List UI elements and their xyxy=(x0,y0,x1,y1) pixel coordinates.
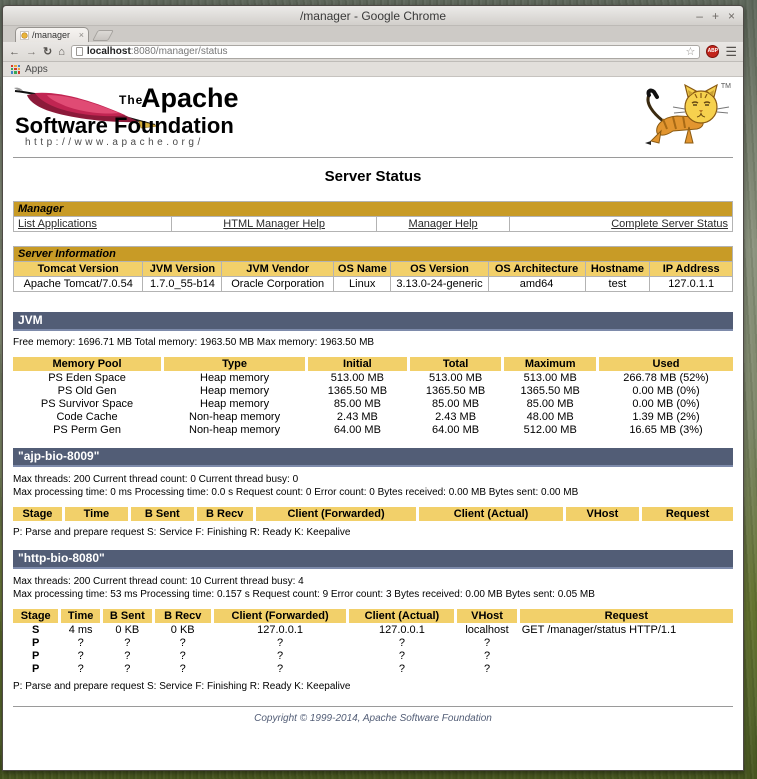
logo-apache-text: Apache xyxy=(141,83,239,113)
column-header: Client (Forwarded) xyxy=(256,507,417,521)
logo-software-foundation-text: Software Foundation xyxy=(15,113,234,138)
cell: 513.00 MB xyxy=(523,371,577,384)
window-controls xyxy=(696,8,735,24)
close-icon[interactable]: × xyxy=(727,9,735,23)
tab-label: /manager xyxy=(32,30,71,40)
http-connector-header: "http-bio-8080" xyxy=(13,550,733,569)
bookmarks-bar xyxy=(3,62,743,77)
cell: ? xyxy=(277,649,284,662)
column-header: OS Name xyxy=(333,262,391,277)
cell: 1365.50 MB xyxy=(327,384,388,397)
trademark-text: TM xyxy=(720,83,731,90)
footer-divider xyxy=(13,706,733,707)
os-name-value: Linux xyxy=(333,277,391,292)
cell: 127.0.0.1 xyxy=(378,623,425,636)
cell: 127.0.0.1 xyxy=(257,623,304,636)
cell: 85.00 MB xyxy=(333,397,381,410)
column-header: Type xyxy=(164,357,305,371)
cell: ? xyxy=(277,662,284,675)
stage-cell: P xyxy=(32,662,40,675)
apache-logo xyxy=(13,83,263,151)
logo-the-text: The xyxy=(119,93,144,107)
cell: 85.00 MB xyxy=(526,397,574,410)
column-header: JVM Version xyxy=(143,262,222,277)
forward-icon[interactable]: → xyxy=(26,45,37,58)
cell: ? xyxy=(179,662,186,675)
memory-pool-row xyxy=(13,397,733,410)
home-icon[interactable]: ⌂ xyxy=(58,45,65,58)
cell: 48.00 MB xyxy=(526,410,574,423)
cell: Non-heap memory xyxy=(189,410,281,423)
cell: ? xyxy=(179,649,186,662)
cell: 0 KB xyxy=(115,623,140,636)
jvm-section-header: JVM xyxy=(13,312,733,331)
cell: Heap memory xyxy=(200,371,270,384)
cell: ? xyxy=(124,662,131,675)
cell: 64.00 MB xyxy=(432,423,480,436)
ajp-processing-line: Max processing time: 0 ms Processing time: 0.0 s Request count: 0 Error count: 0 Bytes received: 0.00 MB Bytes sent: 0.00 MB xyxy=(13,487,579,498)
cell: ? xyxy=(179,636,186,649)
cell: ? xyxy=(277,636,284,649)
reload-icon[interactable]: ↻ xyxy=(43,45,53,58)
request-row xyxy=(13,623,733,636)
cell: 513.00 MB xyxy=(330,371,384,384)
ip-address-value: 127.0.1.1 xyxy=(650,277,733,292)
maximize-icon[interactable]: + xyxy=(711,9,719,23)
ajp-stage-legend: P: Parse and prepare request S: Service F: Finishing R: Ready K: Keepalive xyxy=(13,527,351,538)
link-complete-server-status[interactable]: Complete Server Status xyxy=(611,218,728,230)
cell: PS Perm Gen xyxy=(53,423,121,436)
link-manager-help[interactable]: Manager Help xyxy=(408,218,478,230)
column-header: Client (Actual) xyxy=(349,609,454,623)
column-header: Client (Forwarded) xyxy=(214,609,347,623)
column-header: Memory Pool xyxy=(13,357,161,371)
browser-window xyxy=(2,5,744,771)
cell: ? xyxy=(77,649,84,662)
column-header: Stage xyxy=(13,507,62,521)
ajp-connector-header: "ajp-bio-8009" xyxy=(13,448,733,467)
jvm-version-value: 1.7.0_55-b14 xyxy=(143,277,222,292)
copyright-text: Copyright © 1999-2014, Apache Software Foundation xyxy=(254,713,492,724)
cell: 266.78 MB (52%) xyxy=(623,371,709,384)
cell: 2.43 MB xyxy=(336,410,378,423)
column-header: Initial xyxy=(308,357,407,371)
logo-url-text: http://www.apache.org/ xyxy=(25,137,204,148)
window-title: /manager - Google Chrome xyxy=(299,9,447,23)
http-header-row xyxy=(13,609,733,623)
column-header: VHost xyxy=(566,507,639,521)
title-bar[interactable] xyxy=(3,6,743,26)
http-threads-line: Max threads: 200 Current thread count: 10 Current thread busy: 4 xyxy=(13,576,304,587)
apps-bookmark[interactable]: Apps xyxy=(25,63,48,75)
menu-icon[interactable]: ☰ xyxy=(725,44,737,59)
cell: 512.00 MB xyxy=(523,423,577,436)
cell: ? xyxy=(77,636,84,649)
column-header: B Recv xyxy=(155,609,211,623)
http-stage-legend: P: Parse and prepare request S: Service F: Finishing R: Ready K: Keepalive xyxy=(13,681,351,692)
column-header: OS Architecture xyxy=(488,262,585,277)
cell: ? xyxy=(483,636,491,649)
column-header: Time xyxy=(61,609,99,623)
navigation-toolbar xyxy=(3,42,743,62)
cell: 1365.50 MB xyxy=(425,384,486,397)
link-list-applications[interactable]: List Applications xyxy=(18,218,97,230)
memory-pool-row xyxy=(13,371,733,384)
memory-pool-row xyxy=(13,423,733,436)
url-host: localhost xyxy=(86,46,131,57)
stage-cell: P xyxy=(32,649,40,662)
page-title: Server Status xyxy=(324,168,422,185)
request-row xyxy=(13,649,733,662)
cell: ? xyxy=(124,636,131,649)
cell: ? xyxy=(398,662,405,675)
column-header: VHost xyxy=(457,609,516,623)
column-header: Client (Actual) xyxy=(419,507,562,521)
stage-cell: P xyxy=(32,636,40,649)
column-header: Total xyxy=(410,357,502,371)
cell: PS Survivor Space xyxy=(40,397,134,410)
column-header: Request xyxy=(520,609,733,623)
memory-pool-row xyxy=(13,410,733,423)
cell: ? xyxy=(483,649,491,662)
jvm-vendor-value: Oracle Corporation xyxy=(222,277,333,292)
cell: 16.65 MB (3%) xyxy=(629,423,703,436)
cell: 4 ms xyxy=(68,623,93,636)
manager-table xyxy=(13,201,733,232)
tab-strip xyxy=(3,26,743,42)
tomcat-version-value: Apache Tomcat/7.0.54 xyxy=(14,277,143,292)
column-header: JVM Vendor xyxy=(222,262,333,277)
column-header: IP Address xyxy=(650,262,733,277)
request-row xyxy=(13,662,733,675)
column-header: Hostname xyxy=(585,262,650,277)
manager-links-row xyxy=(14,217,733,232)
request-cell xyxy=(520,649,733,662)
adblock-extension-icon[interactable]: ABP xyxy=(706,45,719,58)
cell: ? xyxy=(483,662,491,675)
bookmark-star-icon[interactable]: ☆ xyxy=(685,45,696,58)
tab-manager[interactable] xyxy=(15,27,89,42)
apps-grid-icon xyxy=(11,65,20,74)
memory-pool-row xyxy=(13,384,733,397)
column-header: Request xyxy=(642,507,733,521)
os-arch-value: amd64 xyxy=(488,277,585,292)
column-header: Maximum xyxy=(504,357,596,371)
cell: Heap memory xyxy=(200,397,270,410)
tomcat-logo xyxy=(633,83,733,151)
server-info-value-row xyxy=(14,277,733,292)
column-header: Time xyxy=(65,507,128,521)
url-input[interactable] xyxy=(71,45,700,59)
cell: ? xyxy=(398,636,405,649)
http-processing-line: Max processing time: 53 ms Processing time: 0.157 s Request count: 9 Error count: 3 Bytes received: 0.00 MB Bytes sent: 0.05 MB xyxy=(13,589,595,600)
server-info-header-row xyxy=(14,262,733,277)
column-header: B Sent xyxy=(131,507,194,521)
logo-header xyxy=(13,83,733,153)
ajp-threads-line: Max threads: 200 Current thread count: 0 Current thread busy: 0 xyxy=(13,474,299,485)
cell: 0.00 MB (0%) xyxy=(632,397,700,410)
column-header: Stage xyxy=(13,609,58,623)
server-information-title: Server Information xyxy=(14,247,733,262)
cell: PS Old Gen xyxy=(57,384,117,397)
new-tab-button[interactable] xyxy=(92,30,114,41)
cell: 0.00 MB (0%) xyxy=(632,384,700,397)
page-content xyxy=(3,77,743,770)
ajp-request-table xyxy=(10,507,736,521)
ajp-header-row xyxy=(13,507,733,521)
memory-pool-table xyxy=(10,357,736,436)
column-header: B Recv xyxy=(197,507,253,521)
url-path: :8080/manager/status xyxy=(130,46,228,57)
cell: PS Eden Space xyxy=(48,371,126,384)
http-request-table xyxy=(10,609,736,675)
column-header: Tomcat Version xyxy=(14,262,143,277)
tab-close-icon[interactable]: × xyxy=(78,30,84,40)
request-cell xyxy=(520,636,733,649)
request-cell: GET /manager/status HTTP/1.1 xyxy=(521,623,677,636)
cell: Non-heap memory xyxy=(189,423,281,436)
request-row xyxy=(13,636,733,649)
cell: ? xyxy=(124,649,131,662)
cell: localhost xyxy=(465,623,509,636)
server-information-table xyxy=(13,246,733,292)
cell: 2.43 MB xyxy=(435,410,477,423)
tomcat-cat-icon xyxy=(633,83,733,151)
cell: 64.00 MB xyxy=(333,423,381,436)
cell: ? xyxy=(77,662,84,675)
cell: Code Cache xyxy=(56,410,118,423)
cell: 1365.50 MB xyxy=(520,384,580,397)
cell: ? xyxy=(398,649,405,662)
header-divider xyxy=(13,157,733,158)
request-cell xyxy=(520,662,733,675)
url-text xyxy=(87,46,682,57)
tomcat-favicon-icon xyxy=(20,31,29,40)
os-version-value: 3.13.0-24-generic xyxy=(391,277,488,292)
hostname-value: test xyxy=(585,277,650,292)
memory-pool-header-row xyxy=(13,357,733,371)
cell: 0 KB xyxy=(170,623,195,636)
cell: 85.00 MB xyxy=(432,397,480,410)
back-icon[interactable]: ← xyxy=(9,45,20,58)
minimize-icon[interactable]: – xyxy=(696,9,703,23)
column-header: Used xyxy=(599,357,733,371)
page-icon xyxy=(76,47,83,56)
cell: 513.00 MB xyxy=(428,371,483,384)
jvm-memory-summary: Free memory: 1696.71 MB Total memory: 1963.50 MB Max memory: 1963.50 MB xyxy=(13,337,375,348)
column-header: OS Version xyxy=(391,262,488,277)
link-html-manager-help[interactable]: HTML Manager Help xyxy=(223,218,325,230)
stage-cell: S xyxy=(32,623,40,636)
cell: 1.39 MB (2%) xyxy=(632,410,700,423)
manager-section-title: Manager xyxy=(14,202,733,217)
cell: Heap memory xyxy=(200,384,270,397)
column-header: B Sent xyxy=(103,609,152,623)
